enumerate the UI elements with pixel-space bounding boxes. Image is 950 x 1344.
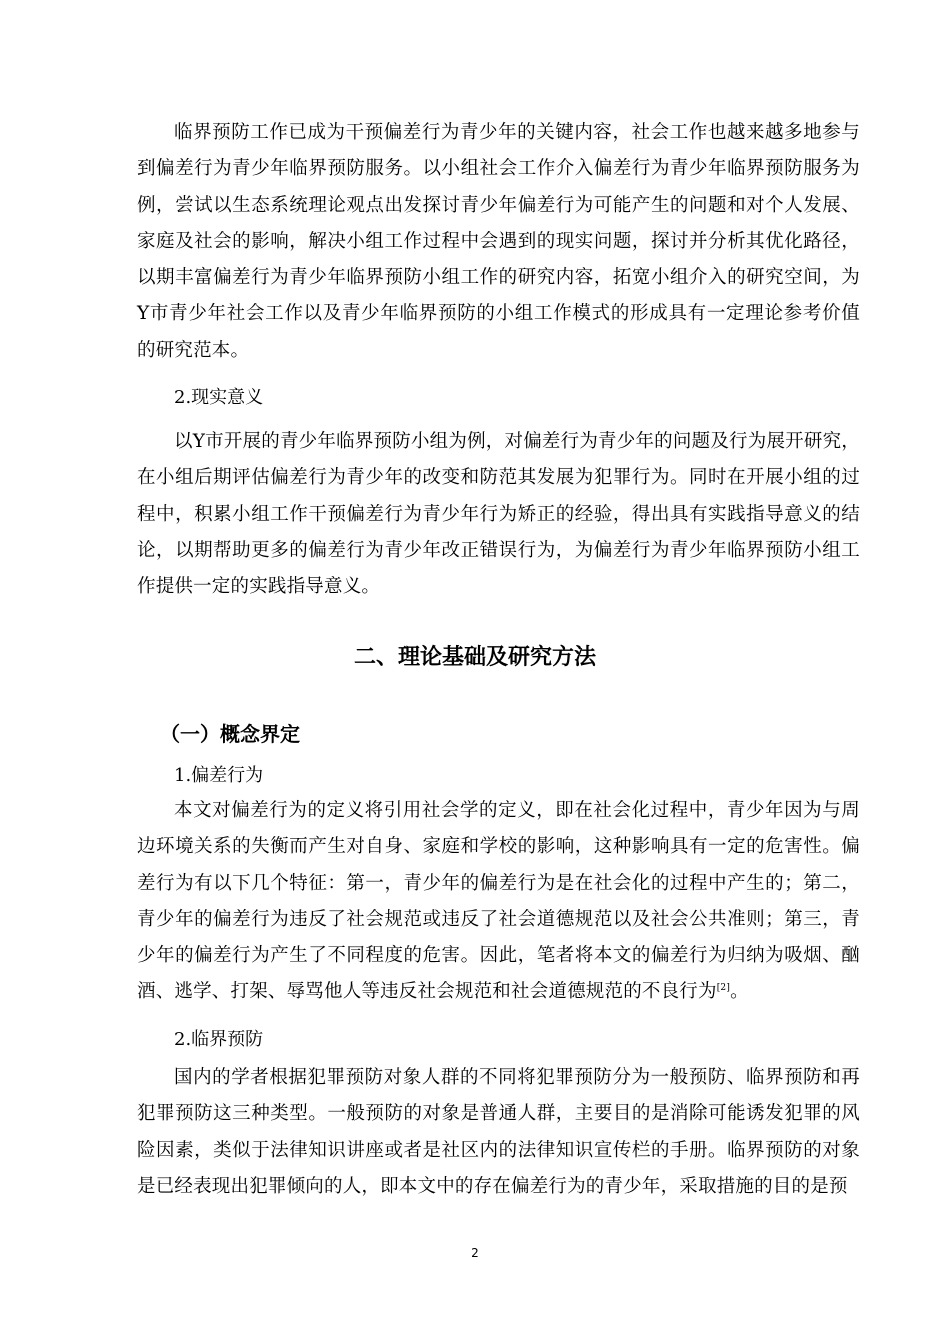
citation-reference: [2] xyxy=(716,983,731,994)
paragraph-practical-significance: 以Y市开展的青少年临界预防小组为例，对偏差行为青少年的问题及行为展开研究，在小组后期评估偏差行为青少年的改变和防范其发展为犯罪行为。同时在开展小组的过程中，积累小组工作干预偏差行为青少年行为矫正的经验，得出具有实践指导意义的结论，以期帮助更多的偏差行为青少年改正错误行为，为偏差行为青少年临界预防小组工作提供一定的实践指导意义。 xyxy=(137,431,860,598)
subheading-practical-significance: 2.现实意义 xyxy=(174,387,264,408)
subheading-critical-prevention: 2.临界预防 xyxy=(174,1029,264,1050)
paragraph-critical-prevention: 国内的学者根据犯罪预防对象人群的不同将犯罪预防分为一般预防、临界预防和再犯罪预防这三种类型。一般预防的对象是普通人群，主要目的是消除可能诱发犯罪的风险因素，类似于法律知识讲座或者是社区内的法律知识宣传栏的手册。临界预防的对象是已经表现出犯罪倾向的人，即本文中的存在偏差行为的青少年，采取措施的目的是预 xyxy=(137,1067,860,1197)
chapter-title: 二、理论基础及研究方法 xyxy=(353,645,596,670)
section-title: （一）概念界定 xyxy=(160,722,300,746)
paragraph-deviant-behavior xyxy=(137,793,860,1011)
subheading-deviant-behavior: 1.偏差行为 xyxy=(174,765,264,786)
paragraph-deviant-behavior-text: 本文对偏差行为的定义将引用社会学的定义，即在社会化过程中，青少年因为与周边环境关系的失衡而产生对自身、家庭和学校的影响，这种影响具有一定的危害性。偏差行为有以下几个特征：第一，青少年的偏差行为是在社会化的过程中产生的；第二，青少年的偏差行为违反了社会规范或违反了社会道德规范以及社会公共准则；第三，青少年的偏差行为产生了不同程度的危害。因此，笔者将本文的偏差行为归纳为吸烟、酗酒、逃学、打架、辱骂他人等违反社会规范和社会道德规范的不良行为 xyxy=(137,800,860,1003)
page-number: 2 xyxy=(471,1246,479,1260)
paragraph-theoretical-significance: 临界预防工作已成为干预偏差行为青少年的关键内容，社会工作也越来越多地参与到偏差行为青少年临界预防服务。以小组社会工作介入偏差行为青少年临界预防服务为例，尝试以生态系统理论观点出发探讨青少年偏差行为可能产生的问题和对个人发展、家庭及社会的影响，解决小组工作过程中会遇到的现实问题，探讨并分析其优化路径，以期丰富偏差行为青少年临界预防小组工作的研究内容，拓宽小组介入的研究空间，为Y市青少年社会工作以及青少年临界预防的小组工作模式的形成具有一定理论参考价值的研究范本。 xyxy=(137,122,860,361)
paragraph-deviant-behavior-end: 。 xyxy=(730,981,749,1003)
